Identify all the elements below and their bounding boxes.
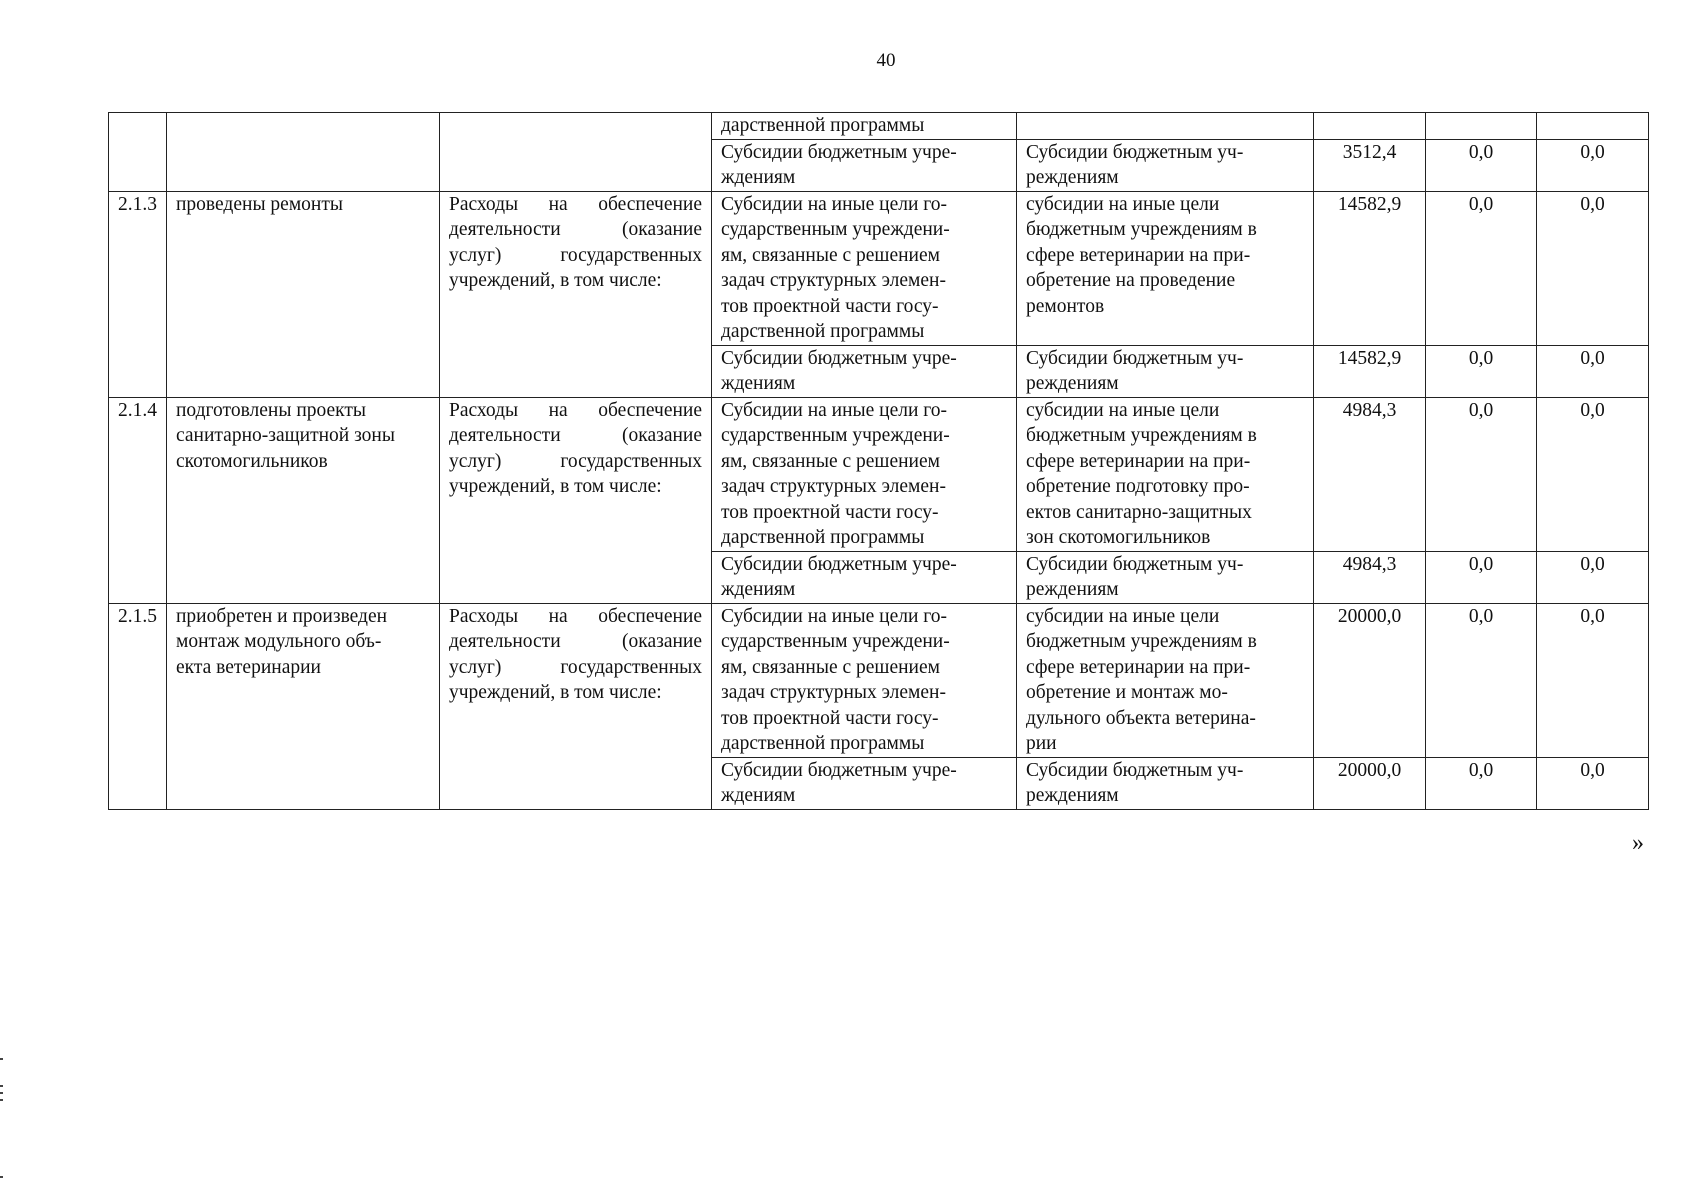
value-cell: 0,0 — [1426, 551, 1537, 603]
source-cell: Субсидии на иные цели го- сударственным учреждени- ям, связанные с решением задач структурных элемен- тов проектной части госу- дарственной программы — [712, 191, 1017, 345]
margin-mark — [0, 1085, 3, 1087]
value-cell — [1426, 113, 1537, 140]
value-cell: 0,0 — [1426, 603, 1537, 757]
value-cell: 0,0 — [1426, 139, 1537, 191]
source-cell: Субсидии бюджетным учре- ждениям — [712, 551, 1017, 603]
value-cell: 0,0 — [1537, 757, 1649, 809]
program-table — [108, 112, 1649, 810]
value-cell: 0,0 — [1537, 551, 1649, 603]
expense-cell: Расходы на обеспечение деятельности (оказание услуг) государственных учреждений, в том числе: — [440, 191, 712, 397]
value-cell — [1314, 113, 1426, 140]
value-cell: 0,0 — [1537, 603, 1649, 757]
value-cell: 0,0 — [1426, 397, 1537, 551]
row-number: 2.1.3 — [109, 191, 167, 397]
result-cell: подготовлены проекты санитарно-защитной зоны скотомогильников — [167, 397, 440, 603]
value-cell: 3512,4 — [1314, 139, 1426, 191]
source-cell: Субсидии бюджетным учре- ждениям — [712, 345, 1017, 397]
table-row — [109, 397, 1649, 551]
purpose-cell: субсидии на иные цели бюджетным учреждениям в сфере ветеринарии на при- обретение и монтаж мо- дульного объекта ветерина- рии — [1017, 603, 1314, 757]
value-cell: 0,0 — [1537, 397, 1649, 551]
source-cell: Субсидии бюджетным учре- ждениям — [712, 139, 1017, 191]
table-row — [109, 113, 1649, 140]
margin-mark — [0, 1092, 3, 1094]
value-cell — [1537, 113, 1649, 140]
page-number: 40 — [876, 50, 896, 71]
row-number: 2.1.4 — [109, 397, 167, 603]
value-cell: 0,0 — [1426, 757, 1537, 809]
value-cell: 20000,0 — [1314, 603, 1426, 757]
value-cell: 14582,9 — [1314, 191, 1426, 345]
value-cell: 0,0 — [1537, 191, 1649, 345]
table-row — [109, 603, 1649, 757]
purpose-cell: Субсидии бюджетным уч- реждениям — [1017, 757, 1314, 809]
value-cell: 4984,3 — [1314, 397, 1426, 551]
closing-quote: » — [1632, 830, 1644, 856]
value-cell: 0,0 — [1537, 139, 1649, 191]
value-cell: 0,0 — [1426, 191, 1537, 345]
value-cell: 0,0 — [1426, 345, 1537, 397]
purpose-cell: субсидии на иные цели бюджетным учреждениям в сфере ветеринарии на при- обретение на проведение ремонтов — [1017, 191, 1314, 345]
purpose-cell: Субсидии бюджетным уч- реждениям — [1017, 345, 1314, 397]
expense-cell: Расходы на обеспечение деятельности (оказание услуг) государственных учреждений, в том числе: — [440, 397, 712, 603]
value-cell: 14582,9 — [1314, 345, 1426, 397]
result-cell — [167, 113, 440, 192]
purpose-cell: Субсидии бюджетным уч- реждениям — [1017, 139, 1314, 191]
result-cell: проведены ремонты — [167, 191, 440, 397]
value-cell: 20000,0 — [1314, 757, 1426, 809]
value-cell: 4984,3 — [1314, 551, 1426, 603]
value-cell: 0,0 — [1537, 345, 1649, 397]
source-cell: Субсидии на иные цели го- сударственным учреждени- ям, связанные с решением задач структурных элемен- тов проектной части госу- дарственной программы — [712, 603, 1017, 757]
purpose-cell: субсидии на иные цели бюджетным учреждениям в сфере ветеринарии на при- обретение подготовку про- ектов санитарно-защитных зон скотомогильников — [1017, 397, 1314, 551]
expense-cell — [440, 113, 712, 192]
purpose-cell: Субсидии бюджетным уч- реждениям — [1017, 551, 1314, 603]
source-cell: дарственной программы — [712, 113, 1017, 140]
margin-mark — [0, 1058, 3, 1060]
row-number: 2.1.5 — [109, 603, 167, 809]
expense-cell: Расходы на обеспечение деятельности (оказание услуг) государственных учреждений, в том числе: — [440, 603, 712, 809]
table-row — [109, 191, 1649, 345]
margin-mark — [0, 1176, 3, 1178]
result-cell: приобретен и произведен монтаж модульного объ- екта ветеринарии — [167, 603, 440, 809]
num-cell — [109, 113, 167, 192]
margin-mark — [0, 1099, 3, 1101]
source-cell: Субсидии на иные цели го- сударственным учреждени- ям, связанные с решением задач структурных элемен- тов проектной части госу- дарственной программы — [712, 397, 1017, 551]
purpose-cell — [1017, 113, 1314, 140]
source-cell: Субсидии бюджетным учре- ждениям — [712, 757, 1017, 809]
